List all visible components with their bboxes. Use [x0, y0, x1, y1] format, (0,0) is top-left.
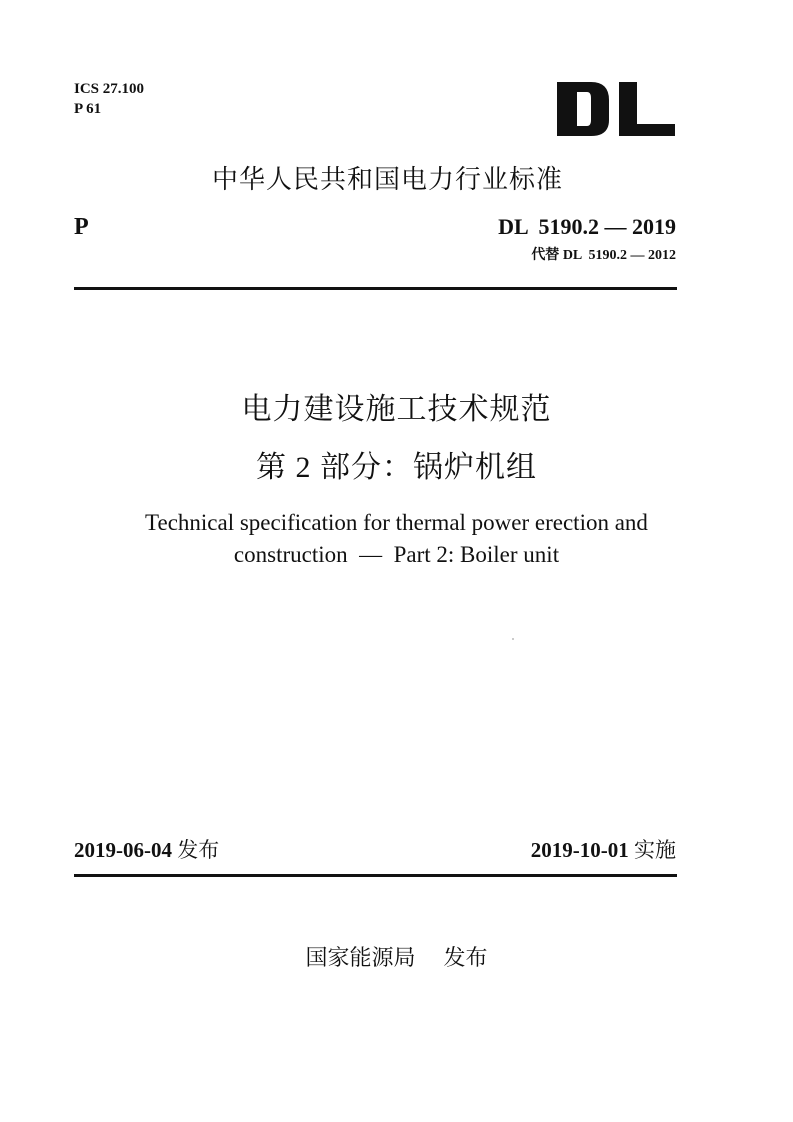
title-en-line1: Technical specification for thermal power erection and: [145, 510, 648, 535]
classification-code: P 61: [74, 101, 102, 117]
title-cn-line2: 第 2 部分：锅炉机组: [256, 451, 537, 484]
replaces-prefix: 代替: [531, 247, 560, 263]
publisher: 国家能源局 发布: [305, 946, 488, 971]
standard-number: DL 5190.2 — 2019: [498, 214, 676, 239]
effective-date: [531, 836, 676, 864]
effective-date-value: 2019-10-01: [530, 838, 634, 862]
issue-date-label: 发布: [177, 838, 220, 862]
replaces-number: DL 5190.2 — 2012: [559, 248, 676, 263]
replaces-standard: [531, 246, 676, 265]
standard-category: [0, 164, 793, 196]
issue-date-value: 2019-06-04: [74, 838, 178, 862]
title-en-line2: construction — Part 2: Boiler unit: [233, 542, 560, 567]
effective-date-label: 实施: [634, 838, 676, 862]
footer-divider: [74, 874, 677, 877]
ics-code: ICS 27.100: [74, 81, 145, 97]
standard-category-text: 中华人民共和国电力行业标准: [211, 165, 563, 195]
title-cn-line1: 电力建设施工技术规范: [241, 393, 552, 426]
header-divider: [74, 287, 677, 290]
issue-date: [74, 836, 219, 864]
scan-speck: [512, 638, 514, 640]
p-letter: P: [74, 214, 89, 240]
dl-logo-icon: [557, 80, 677, 138]
